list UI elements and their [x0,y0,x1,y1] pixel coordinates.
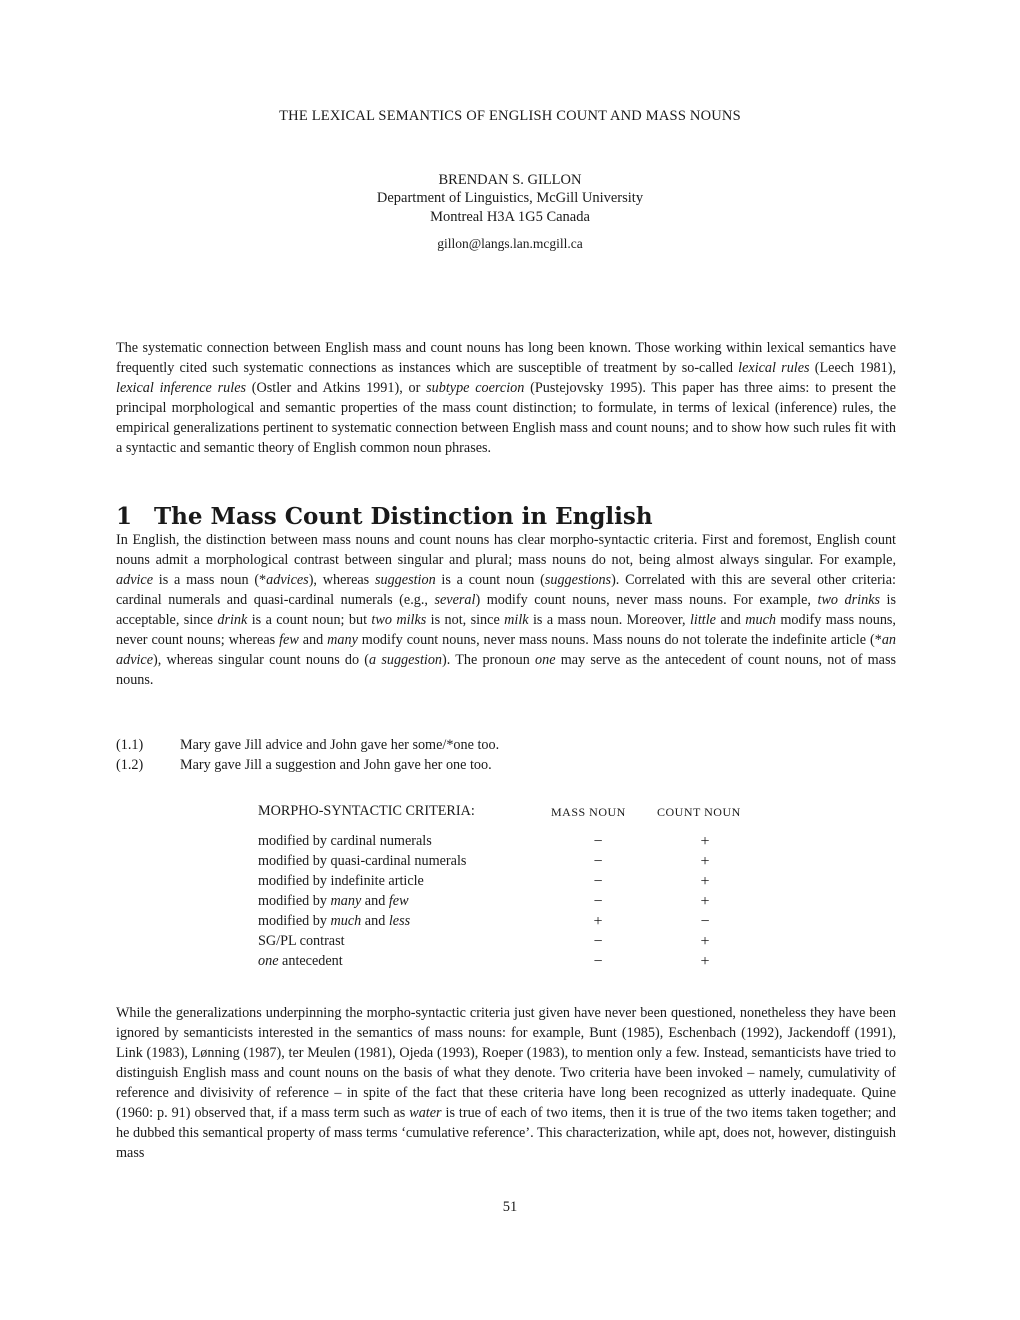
abstract-paragraph: The systematic connection between English mass and count nouns has long been known. Those working within lexical semantics have frequently cited such systematic connections as instances which are susceptible of treatment by so-called lexical rules (Leech 1981), lexical inference rules (Ostler and Atkins 1991), or subtype coercion (Pustejovsky 1995). This paper has three aims: to present the principal morphological and semantic properties of the mass count distinction; to formulate, in terms of lexical (inference) rules, the empirical generalizations pertinent to systematic connection between English mass and count nouns; and to show how such rules fit with a syntactic and semantic theory of English common noun phrases. [116,340,897,456]
count-value: − [700,913,710,930]
section-title: The Mass Count Distinction in English [154,503,653,530]
criterion-label: SG/PL contrast [258,933,345,949]
count-value: + [700,933,710,950]
mass-value: − [593,893,603,910]
section-heading [116,503,653,530]
paper-title: THE LEXICAL SEMANTICS OF ENGLISH COUNT AND MASS NOUNS [279,108,741,124]
table-row [258,893,778,913]
example-label: (1.1) [116,737,144,753]
criterion-label: modified by many and few [258,893,409,909]
count-value: + [700,893,710,910]
mass-value: − [593,953,603,970]
table-row [258,953,778,973]
criterion-label: modified by indefinite article [258,873,424,889]
table-row [258,833,778,853]
affiliation-line-2: Montreal H3A 1G5 Canada [430,209,590,225]
mass-value: + [593,913,603,930]
mass-noun-column-header: MASS NOUN [551,805,626,819]
table-row [258,933,778,953]
count-value: + [700,873,710,890]
example-1-2 [116,755,492,775]
table-row [258,853,778,873]
mass-value: − [593,833,603,850]
example-1-1 [116,735,499,755]
count-value: + [700,953,710,970]
example-text: Mary gave Jill advice and John gave her some/*one too. [180,737,500,753]
table-row [258,913,778,933]
criterion-label: modified by cardinal numerals [258,833,432,849]
count-noun-column-header: COUNT NOUN [657,805,741,819]
section-1-paragraph: In English, the distinction between mass nouns and count nouns has clear morpho-syntactic criteria. First and foremost, English count nouns admit a morphological contrast between singular and plural; mass nouns do not, being almost always singular. For example, advice is a mass noun (*advices), whereas suggestion is a count noun (suggestions). Correlated with this are several other criteria: cardinal numerals and quasi-cardinal numerals (e.g., several) modify count nouns, never mass nouns. For example, two drinks is acceptable, since drink is a count noun; but two milks is not, since milk is a mass noun. Moreover, little and much modify mass nouns, never count nouns; whereas few and many modify count nouns, never mass nouns. Mass nouns do not tolerate the indefinite article (*an advice), whereas singular count nouns do (a suggestion). The pronoun one may serve as the antecedent of count nouns, not of mass nouns. [116,532,897,688]
mass-value: − [593,873,603,890]
affiliation-line-1: Department of Linguistics, McGill University [376,190,644,206]
body-paragraph-2: While the generalizations underpinning the morpho-syntactic criteria just given have never been questioned, nonetheless they have been ignored by semanticists interested in the semantics of mass nouns: for example, Bunt (1985), Eschenbach (1992), Jackendoff (1991), Link (1983), Lønning (1987), ter Meulen (1981), Ojeda (1993), Roeper (1983), to mention only a few. Instead, semanticists have tried to distinguish English mass and count nouns on the basis of what they denote. Two criteria have been invoked – namely, cumulativity of reference and divisivity of reference – in spite of the fact that these criteria have long been recognized as utterly inadequate. Quine (1960: p. 91) observed that, if a mass term such as water is true of each of two items, then it is true of the two items taken together; and he dubbed this semantical property of mass terms ‘cumulative reference’. This characterization, while apt, does not, however, distinguish mass [116,1005,896,1161]
author-email: gillon@langs.lan.mcgill.ca [437,236,583,251]
mass-value: − [593,853,603,870]
criterion-label: modified by much and less [258,913,411,929]
example-text: Mary gave Jill a suggestion and John gave her one too. [180,757,492,773]
count-value: + [700,833,710,850]
mass-value: − [593,933,603,950]
criterion-label: one antecedent [258,953,343,969]
count-value: + [700,853,710,870]
author-name: BRENDAN S. GILLON [438,172,582,188]
example-label: (1.2) [116,757,144,773]
table-row [258,873,778,893]
section-number: 1 [116,503,133,530]
criterion-label: modified by quasi-cardinal numerals [258,853,467,869]
page-number: 51 [502,1199,518,1215]
criteria-table-header: MORPHO-SYNTACTIC CRITERIA: [258,803,475,819]
